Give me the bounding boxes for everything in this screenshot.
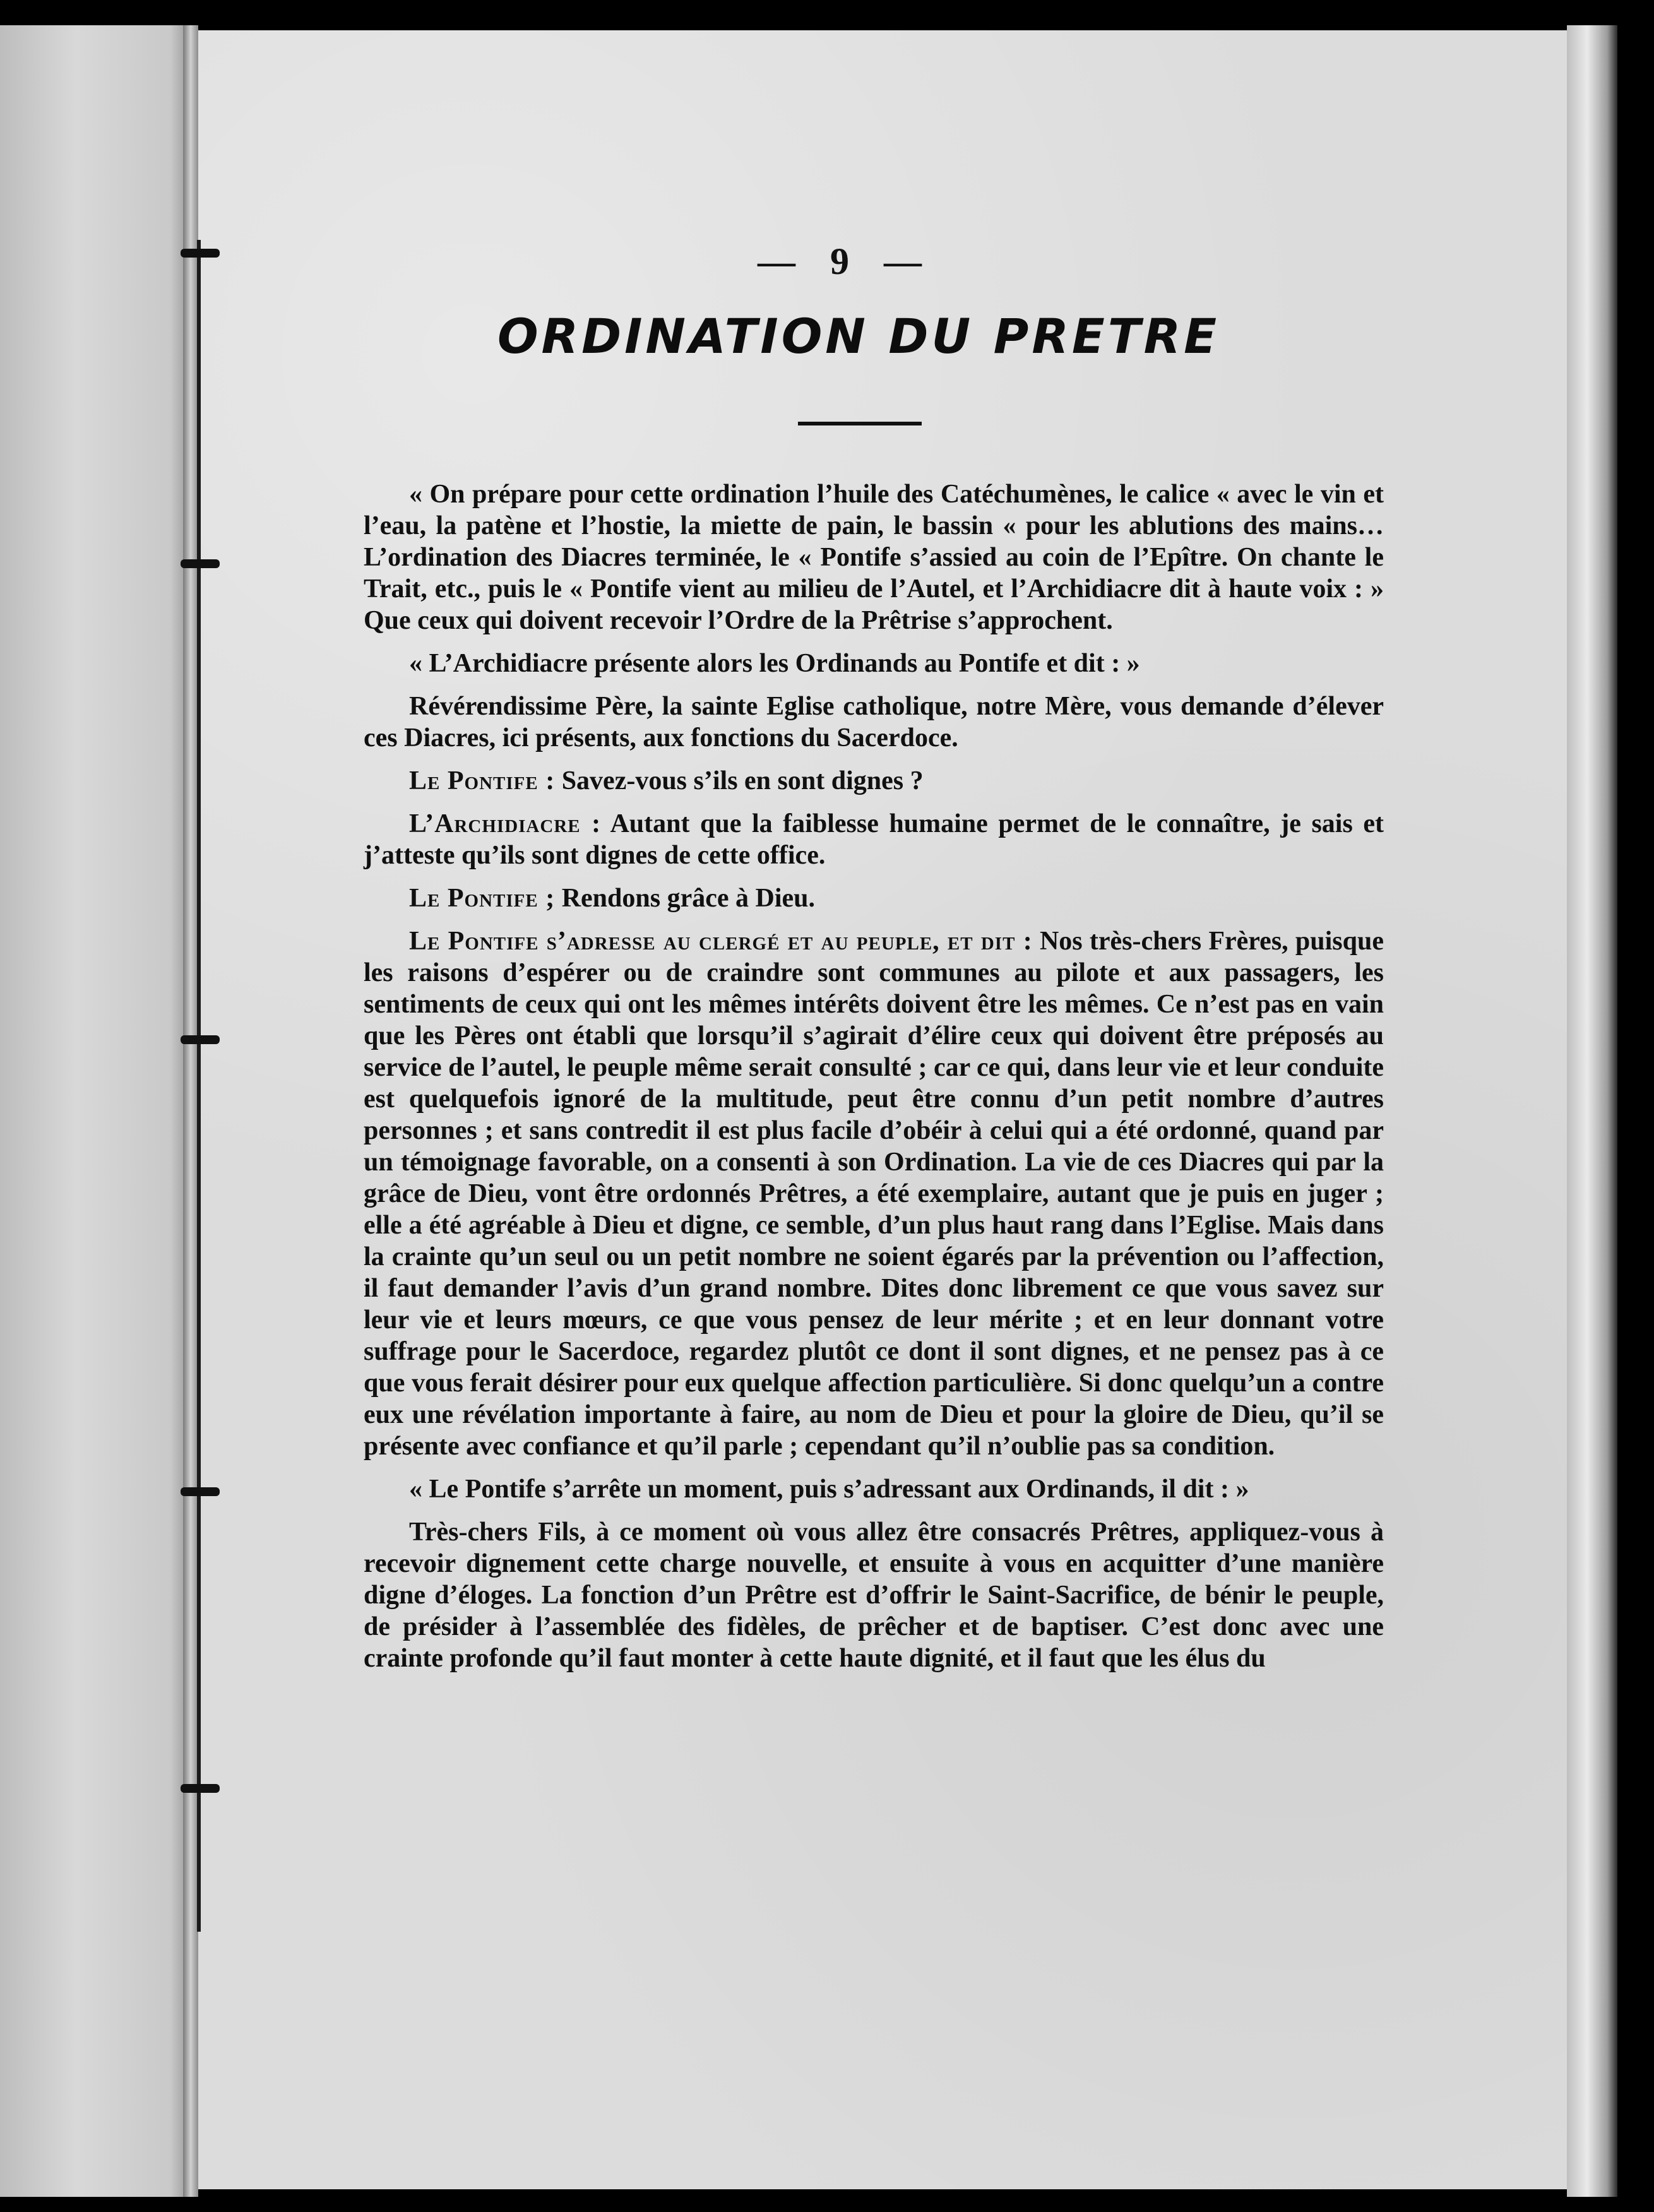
paragraph-text: Savez-vous s’ils en sont dignes ?: [561, 766, 924, 795]
title-rule: [798, 422, 922, 425]
paragraph: [364, 765, 1384, 797]
binding-stitch: [181, 1784, 220, 1793]
page-number-prefix: —: [758, 241, 795, 282]
paragraph-text: « L’Archidiacre présente alors les Ordinands au Pontife et dit : »: [409, 649, 1140, 678]
paragraph: [364, 808, 1384, 871]
paragraph: [364, 691, 1384, 754]
paragraph-text: « Le Pontife s’arrête un moment, puis s’adressant aux Ordinands, il dit : »: [409, 1475, 1249, 1504]
page-number: [0, 240, 1654, 283]
paragraph: [364, 1473, 1384, 1505]
paragraph: [364, 1516, 1384, 1674]
paragraph-text: Rendons grâce à Dieu.: [561, 884, 816, 913]
page-title: ORDINATION DU PRETRE: [497, 308, 1220, 364]
binding-stitch: [181, 1487, 220, 1496]
binding-thread: [197, 240, 201, 1932]
paragraph: [364, 883, 1384, 914]
paragraph-text: « On prépare pour cette ordination l’huile des Catéchumènes, le calice « avec le vin et l’eau, la patène et l’hostie, la miette de pain, le bassin « pour les ablutions des mains… L’ordination des Diacres terminée, le « Pontife s’assied au coin de l’Epître. On chante le Trait, etc., puis le « Pontife vient au milieu de l’Autel, et l’Archidiacre dit à haute voix : » Que ceux qui doivent recevoir l’Ordre de la Prêtrise s’approchent.: [364, 480, 1384, 635]
speaker-label: Le Pontife :: [409, 766, 556, 795]
page-number-suffix: —: [884, 241, 922, 282]
paragraph-text: Très-chers Fils, à ce moment où vous allez être consacrés Prêtres, appliquez-vous à recevoir dignement cette charge nouvelle, et ensuite à vous en acquitter d’une manière digne d’éloges. La fonction d’un Prêtre est d’offrir le Saint-Sacrifice, de bénir le peuple, de présider à l’assemblée des fidèles, de prêcher et de baptiser. C’est donc avec une crainte profonde qu’il faut monter à cette haute dignité, et il faut que les élus du: [364, 1518, 1384, 1673]
speaker-label: Le Pontife s’adresse au clergé et au peuple, et dit :: [409, 927, 1033, 956]
page-number-value: 9: [830, 241, 849, 282]
paragraph: [364, 479, 1384, 636]
paragraph: [364, 925, 1384, 1462]
paragraph-text: Révérendissime Père, la sainte Eglise catholique, notre Mère, vous demande d’élever ces Diacres, ici présents, aux fonctions du Sacerdoce.: [364, 692, 1384, 752]
binding-stitch: [181, 559, 220, 568]
paragraph: [364, 648, 1384, 679]
speaker-label: L’Archidiacre :: [409, 809, 602, 838]
binding-stitch: [181, 1035, 220, 1044]
paragraph-text: Nos très-chers Frères, puisque les raisons d’espérer ou de craindre sont communes au pilote et aux passagers, les sentiments de ceux qui ont les mêmes intérêts doivent être les mêmes. Ce n’est pas en vain que les Pères ont établi que lorsqu’il s’agirait d’élire ceux qui doivent être préposés au service de l’autel, le peuple même serait consulté ; car ce qui, dans leur vie et leur conduite est quelquefois ignoré de la multitude, peut être connu d’un petit nombre d’autres personnes ; et sans contredit il est plus facile d’obéir à celui qui a été ordonné, quand par un témoignage favorable, on a consenti à son Ordination. La vie de ces Diacres qui par la grâce de Dieu, vont être ordonnés Prêtres, a été exemplaire, autant que je puis en juger ; elle a été agréable à Dieu et digne, ce semble, d’un plus haut rang dans l’Eglise. Mais dans la crainte qu’un seul ou un petit nombre ne soient égarés par la prévention ou l’affection, il faut demander l’avis d’un grand nombre. Dites donc librement ce que vous savez sur leur vie et leurs mœurs, ce que vous pensez de leur mérite ; et en leur donnant votre suffrage pour le Sacerdoce, regardez plutôt ce dont il sont dignes, et ne pensez pas à ce que vous ferait désirer pour eux quelque affection particulière. Si donc quelqu’un a contre eux une révélation importante à faire, au nom de Dieu et pour la gloire de Dieu, qu’il se présente avec confiance et qu’il parle ; cependant qu’il n’oublie pas sa condition.: [364, 927, 1384, 1461]
paragraph-text: Autant que la faiblesse humaine permet de le connaître, je sais et j’atteste qu’ils sont dignes de cette office.: [364, 809, 1384, 870]
speaker-label: Le Pontife ;: [409, 884, 556, 913]
body-text: [364, 479, 1384, 1686]
